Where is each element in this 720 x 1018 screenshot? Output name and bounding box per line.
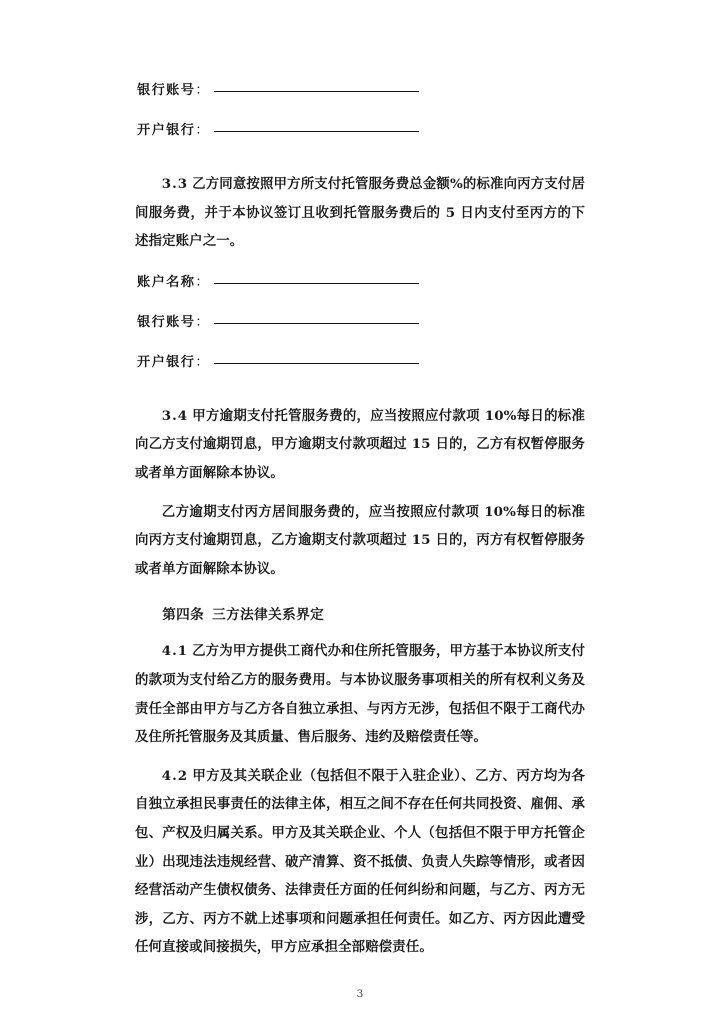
field-colon: ： bbox=[195, 123, 209, 138]
field-label: 银行账号 bbox=[137, 83, 196, 98]
paragraph-number: 4.2 bbox=[161, 767, 189, 784]
field-blank-line[interactable] bbox=[214, 322, 419, 324]
paragraph-number: 3.3 bbox=[161, 176, 189, 192]
field-blank-line[interactable] bbox=[214, 90, 419, 92]
field-colon: ： bbox=[195, 83, 209, 98]
section-title: 三方法律关系界定 bbox=[212, 607, 325, 624]
field-row-bank-account-1 bbox=[135, 82, 585, 100]
page-number: 3 bbox=[356, 988, 364, 1000]
field-colon: ： bbox=[195, 274, 209, 290]
spacer bbox=[135, 266, 585, 274]
spacer bbox=[135, 162, 585, 170]
paragraph-3-4-continued bbox=[135, 498, 585, 584]
paragraph-text: 乙方同意按照甲方所支付托管服务费总金额%的标准向丙方支付居间服务费，并于本协议签订且收到托管服务费后的 5 日内支付至丙方的下述指定账户之一。 bbox=[135, 176, 585, 250]
paragraph-4-2 bbox=[135, 762, 585, 962]
field-row-account-name bbox=[135, 274, 585, 292]
paragraph-3-4 bbox=[135, 402, 585, 488]
field-colon: ： bbox=[195, 354, 209, 370]
field-row-bank-name-1 bbox=[135, 122, 585, 140]
field-blank-line[interactable] bbox=[214, 130, 419, 132]
paragraph-number: 3.4 bbox=[161, 407, 189, 424]
section-heading-article-4 bbox=[135, 601, 585, 629]
field-row-bank-account-2 bbox=[135, 314, 585, 332]
field-colon: ： bbox=[195, 314, 209, 330]
field-blank-line[interactable] bbox=[214, 362, 419, 364]
field-blank-line[interactable] bbox=[214, 282, 419, 284]
document-body bbox=[135, 82, 585, 972]
paragraph-4-1 bbox=[135, 637, 585, 751]
spacer bbox=[135, 394, 585, 402]
field-label: 账户名称 bbox=[137, 274, 196, 290]
paragraph-text: 乙方为甲方提供工商代办和住所托管服务，甲方基于本协议所支付的款项为支付给乙方的服务费用。与本协议服务事项相关的所有权利义务及责任全部由甲方与乙方各自独立承担、与丙方无涉，包括但不限于工商代办及住所托管服务及其质量、售后服务、违约及赔偿责任等。 bbox=[135, 643, 585, 746]
paragraph-number: 4.1 bbox=[161, 643, 189, 660]
section-article-number: 第四条 bbox=[162, 607, 205, 624]
field-label: 开户银行 bbox=[137, 123, 196, 138]
field-row-bank-name-2 bbox=[135, 354, 585, 372]
field-label: 银行账号 bbox=[137, 314, 196, 330]
paragraph-3-3 bbox=[135, 170, 585, 256]
paragraph-text: 甲方及其关联企业（包括但不限于入驻企业）、乙方、丙方均为各自独立承担民事责任的法律主体，相互之间不存在任何共同投资、雇佣、承包、产权及归属关系。甲方及其关联企业、个人（包括但不限于甲方托管企业）出现违法违规经营、破产清算、资不抵债、负责人失踪等情形，或者因经营活动产生债权债务、法律责任方面的任何纠纷和问题，与乙方、丙方无涉，乙方、丙方不就上述事项和问题承担任何责任。如乙方、丙方因此遭受任何直接或间接损失，甲方应承担全部赔偿责任。 bbox=[135, 767, 585, 956]
field-label: 开户银行 bbox=[137, 354, 196, 370]
paragraph-text: 乙方逾期支付丙方居间服务费的，应当按照应付款项 10%每日的标准向丙方支付逾期罚息，乙方逾期支付款项超过 15 日的，丙方有权暂停服务或者单方面解除本协议。 bbox=[135, 503, 585, 577]
paragraph-text: 甲方逾期支付托管服务费的，应当按照应付款项 10%每日的标准向乙方支付逾期罚息，甲方逾期支付款项超过 15 日的，乙方有权暂停服务或者单方面解除本协议。 bbox=[135, 407, 585, 481]
